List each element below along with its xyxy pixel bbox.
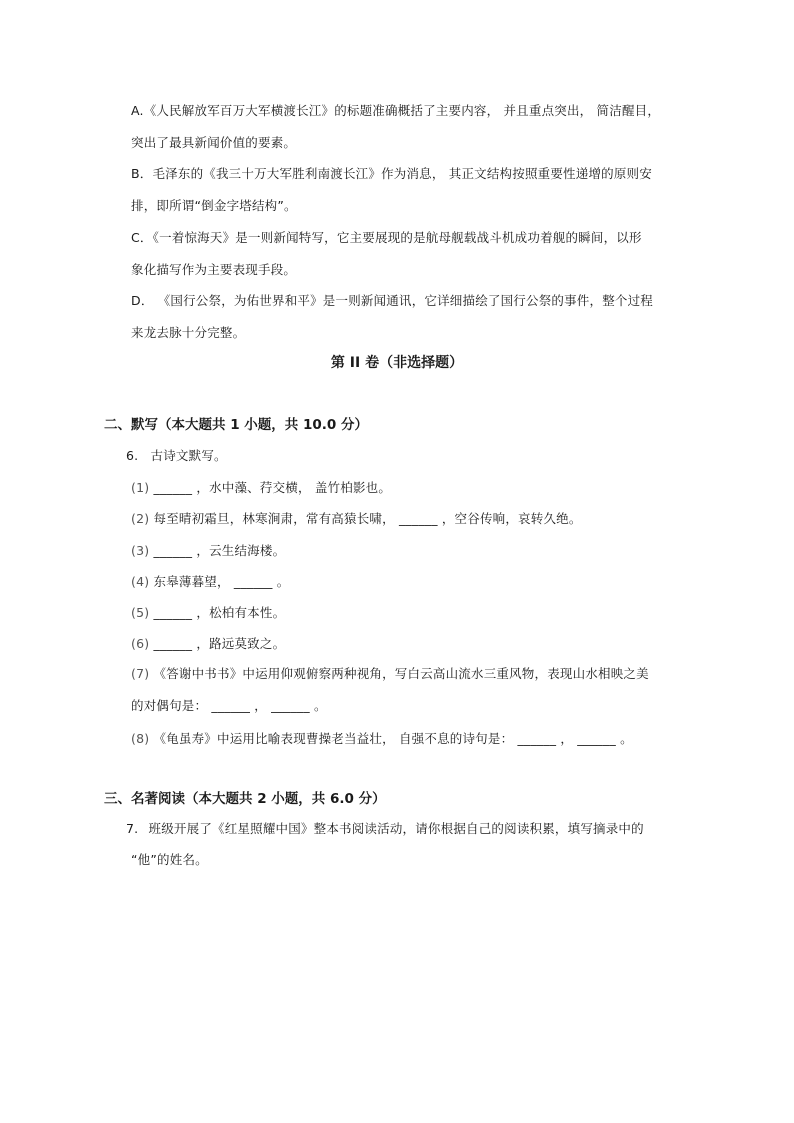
fill-item-8 — [131, 730, 633, 748]
item-text: 每至晴初霜旦，林寒涧肃，常有高猿长啸， ______ ，空谷传响，哀转久绝。 — [153, 511, 582, 526]
fill-item-7 — [131, 665, 649, 683]
section-2-heading: 二、默写（本大题共 1 小题，共 10.0 分） — [104, 417, 369, 433]
fill-item-5 — [131, 604, 285, 622]
fill-item-7-continued — [131, 697, 327, 715]
option-a-line2: 突出了最具新闻价值的要素。 — [131, 135, 297, 150]
question-6 — [126, 447, 227, 465]
question-7-line1 — [126, 820, 644, 838]
item-number: (6) — [131, 636, 150, 651]
question-7-line2: “他”的姓名。 — [131, 852, 208, 867]
question-number: 7. — [126, 821, 139, 836]
option-a-line1: A.《人民解放军百万大军横渡长江》的标题准确概括了主要内容， 并且重点突出， 简洁醒目， — [131, 103, 661, 118]
item-number: (5) — [131, 605, 150, 620]
option-c-line2: 象化描写作为主要表现手段。 — [131, 262, 297, 277]
item-number: (2) — [131, 511, 150, 526]
section-3-heading: 三、名著阅读（本大题共 2 小题，共 6.0 分） — [104, 791, 386, 807]
item-number: (3) — [131, 543, 150, 558]
item-number: (4) — [131, 574, 150, 589]
fill-item-6 — [131, 635, 285, 653]
fill-item-4 — [131, 573, 289, 591]
fill-item-3 — [131, 542, 285, 560]
item-text: ______ ，松柏有本性。 — [153, 605, 286, 620]
question-number: 6. — [126, 448, 139, 463]
item-text: 《答谢中书书》中运用仰观俯察两种视角，写白云高山流水三重风物，表现山水相映之美 — [153, 666, 649, 681]
option-d-line1: D． 《国行公祭，为佑世界和平》是一则新闻通讯，它详细描绘了国行公祭的事件，整个过程 — [131, 293, 654, 308]
option-b-line1: B．毛泽东的《我三十万大军胜利南渡长江》作为消息， 其正文结构按照重要性递增的原则安 — [131, 166, 652, 181]
item-text: ______ ，水中藻、荇交横， 盖竹柏影也。 — [153, 480, 392, 495]
option-d-line2: 来龙去脉十分完整。 — [131, 325, 246, 340]
item-number: (8) — [131, 731, 150, 746]
item-text: ______ ，云生结海楼。 — [153, 543, 286, 558]
item-text: 《龟虽寿》中运用比喻表现曹操老当益壮， 自强不息的诗句是： ______ ， ______ 。 — [153, 731, 633, 746]
question-text: 古诗文默写。 — [150, 448, 227, 463]
item-text: 东皋薄暮望， ______ 。 — [153, 574, 290, 589]
item-number: (7) — [131, 666, 150, 681]
item-number: (1) — [131, 480, 150, 495]
item-text: ______ ，路远莫致之。 — [153, 636, 286, 651]
question-text: 班级开展了《红星照耀中国》整本书阅读活动，请你根据自己的阅读积累，填写摘录中的 — [148, 821, 644, 836]
option-b-line2: 排，即所谓“倒金字塔结构”。 — [131, 198, 297, 213]
volume-title: 第 II 卷（非选择题） — [330, 355, 464, 371]
fill-item-1 — [131, 479, 391, 497]
option-c-line1: C．《一着惊海天》是一则新闻特写，它主要展现的是航母舰载战斗机成功着舰的瞬间，以形 — [131, 230, 642, 245]
fill-item-2 — [131, 510, 582, 528]
item-text: 的对偶句是： ______ ， ______ 。 — [131, 698, 327, 713]
